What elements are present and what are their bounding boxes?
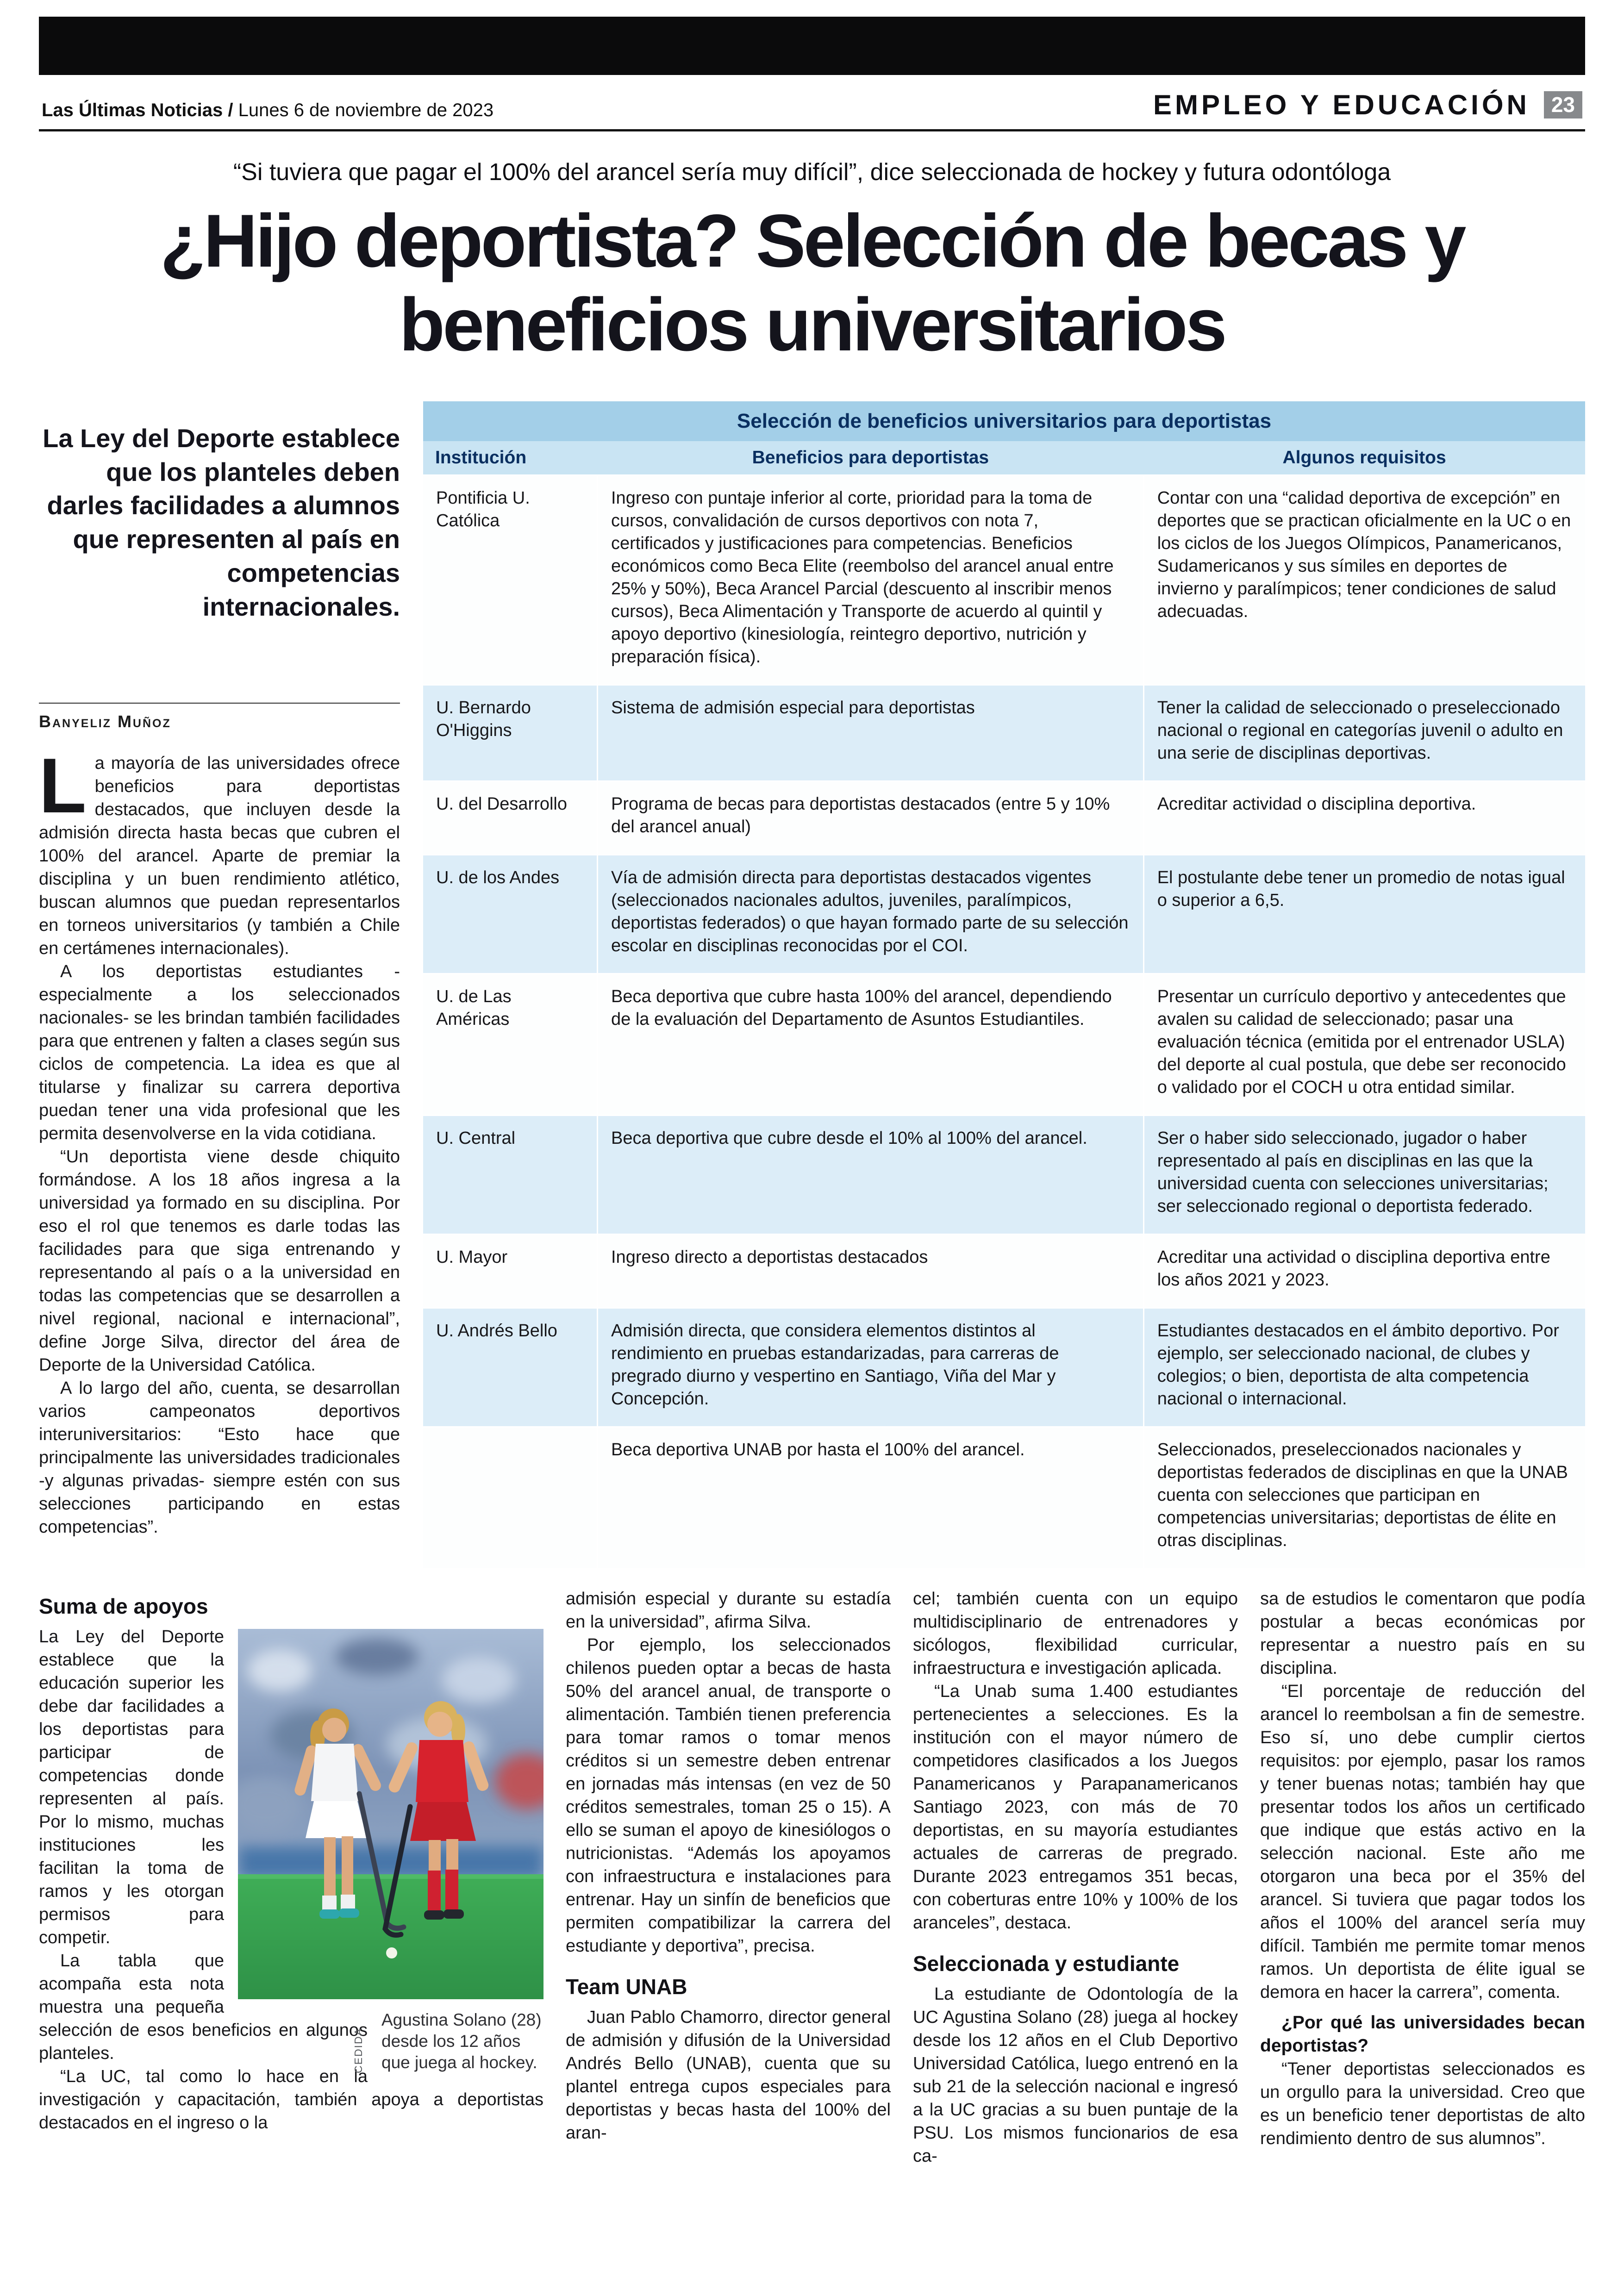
article-paragraph: La estudiante de Odontología de la UC Agustina Solano (28) juega al hockey desde los 12 años en el Club Deportivo Universidad Católica, luego entrenó en la sub 21 de la selección nacional e ingresó a la UC gracias a su buen puntaje de la PSU. Los mismos funcionarios de esa ca-	[913, 1984, 1238, 2166]
institution-cell: U. de Las Américas	[423, 973, 598, 1115]
headline-line-2: beneficios universitarios	[399, 283, 1225, 367]
article-paragraph: sa de estudios le comentaron que podía postular a becas económicas por representar a nuestro país en su disciplina.	[1260, 1589, 1585, 1678]
column-header-benefits: Beneficios para deportistas	[598, 441, 1144, 475]
institution-cell: U. Central	[423, 1115, 598, 1234]
requirements-cell: Acreditar una actividad o disciplina deportiva entre los años 2021 y 2023.	[1143, 1234, 1585, 1308]
institution-cell: U. Bernardo O'Higgins	[423, 685, 598, 781]
institution-cell: U. de los Andes	[423, 854, 598, 973]
benefits-table-block	[423, 401, 1585, 1568]
continuation-column-1	[566, 1587, 891, 2168]
article-paragraph: A lo largo del año, cuenta, se desarrollan varios campeonatos deportivos interuniversitarios: “Esto hace que principalmente las universidades tradicionales -y algunas privadas- siempre estén con sus selecciones participando en estas competencias”.	[39, 1378, 400, 1537]
lead-paragraph: La Ley del Deporte establece que los planteles deben darles facilidades a alumnos que representen al país en competencias internacionales.	[43, 423, 400, 621]
hockey-photo	[238, 1629, 543, 1999]
requirements-cell: Estudiantes destacados en el ámbito deportivo. Por ejemplo, ser seleccionado nacional, de clubes y colegios; o bien, deportista de alta competencia nacional o internacional.	[1143, 1308, 1585, 1427]
benefits-table	[423, 441, 1585, 1568]
edition-date: Lunes 6 de noviembre de 2023	[233, 100, 494, 120]
table-row	[423, 685, 1585, 781]
table-row	[423, 1234, 1585, 1308]
table-row	[423, 475, 1585, 685]
article-paragraph: A los deportistas estudiantes -especialmente a los seleccionados nacionales- se les brindan también facilidades para que entrenen y falten a clases según sus ciclos de competencia. La idea es que al titularse y finalizar su carrera deportiva puedan tener una vida profesional que les permita desenvolverse en la vida cotidiana.	[39, 961, 400, 1143]
benefits-cell: Beca deportiva UNAB por hasta el 100% del arancel.	[598, 1427, 1144, 1568]
headline-line-1: ¿Hijo deportista? Selección de becas y	[160, 199, 1464, 283]
paper-name: Las Últimas Noticias /	[42, 100, 233, 120]
institution-cell: U. Andrés Bello	[423, 1308, 598, 1427]
drop-cap: L	[39, 742, 87, 829]
requirements-cell: Seleccionados, preseleccionados nacionales y deportistas federados de disciplinas en que la UNAB cuenta con selecciones que participan en competencias universitarias; deportistas de élite en otras disciplinas.	[1143, 1427, 1585, 1568]
requirements-cell: Tener la calidad de seleccionado o preseleccionado nacional o regional en categorías juvenil o adulto en una serie de disciplinas deportivas.	[1143, 685, 1585, 781]
continuation-column-3	[1260, 1587, 1585, 2168]
table-row	[423, 781, 1585, 854]
suma-heading: Suma de apoyos	[39, 1594, 208, 1618]
team-unab-heading: Team UNAB	[566, 1974, 687, 1999]
benefits-cell: Ingreso directo a deportistas destacados	[598, 1234, 1144, 1308]
article-paragraph: cel; también cuenta con un equipo multidisciplinario de entrenadores y sicólogos, flexibilidad curricular, infraestructura e investigación aplicada.	[913, 1589, 1238, 1678]
article-paragraph: “La UC, tal como lo hace en la investigación y capacitación, también apoya a deportistas destacados en el ingreso o la	[39, 2066, 543, 2133]
article-paragraph: “Tener deportistas seleccionados es un orgullo para la universidad. Creo que es un beneficio tener deportistas de alto rendimiento dentro de sus alumnos”.	[1260, 2059, 1585, 2148]
photo-caption: Agustina Solano (28) desde los 12 años que juega al hockey.	[381, 2010, 542, 2072]
page-header	[39, 75, 1585, 129]
benefits-cell: Beca deportiva que cubre hasta 100% del arancel, dependiendo de la evaluación del Departamento de Asuntos Estudiantiles.	[598, 973, 1144, 1115]
requirements-cell: Presentar un currículo deportivo y antecedentes que avalen su calidad de seleccionado; pasar una evaluación técnica (emitida por el entrenador USLA) del deporte al cual postula, que debe ser reconocido o validado por el COCH u otra entidad similar.	[1143, 973, 1585, 1115]
article-body	[39, 742, 400, 1539]
top-black-bar	[39, 17, 1585, 75]
requirements-cell: Acreditar actividad o disciplina deportiva.	[1143, 781, 1585, 854]
main-content	[39, 401, 1585, 1568]
column-header-requirements: Algunos requisitos	[1143, 441, 1585, 475]
benefits-cell: Beca deportiva que cubre desde el 10% al 100% del arancel.	[598, 1115, 1144, 1234]
benefits-cell: Ingreso con puntaje inferior al corte, prioridad para la toma de cursos, convalidación de cursos deportivos con nota 7, certificados y justificaciones para competencias. Beneficios económicos como Beca Elite (reembolso del arancel anual entre 25% y 50%), Beca Arancel Parcial (descuento al inscribir menos cursos), Beca Alimentación y Transporte de acuerdo al quintil y apoyo deportivo (kinesiología, reintegro deportivo, nutrición y preparación física).	[598, 475, 1144, 685]
article-paragraph: La Ley del Deporte establece que la educación superior les debe dar facilidades a los deportistas para participar de competencias donde representen al país. Por lo mismo, muchas instituciones les facilitan la toma de ramos y les otorgan permisos para competir.	[39, 1627, 224, 1947]
institution-cell	[423, 1427, 598, 1568]
suma-column	[39, 1587, 543, 2168]
table-row	[423, 1427, 1585, 1568]
masthead	[42, 100, 493, 121]
header-rule	[39, 129, 1585, 131]
left-column	[39, 401, 400, 1539]
article-paragraph: Juan Pablo Chamorro, director general de admisión y difusión de la Universidad Andrés Bello (UNAB), cuenta que su plantel entrega cupos especiales para deportistas y becas hasta del 100% del aran-	[566, 2007, 891, 2143]
benefits-cell: Programa de becas para deportistas destacados (entre 5 y 10% del arancel anual)	[598, 781, 1144, 854]
main-headline	[39, 199, 1585, 367]
requirements-cell: El postulante debe tener un promedio de notas igual o superior a 6,5.	[1143, 854, 1585, 973]
byline: Banyeliz Muñoz	[39, 703, 400, 731]
requirements-cell: Ser o haber sido seleccionado, jugador o haber representado al país en disciplinas en las que la universidad cuenta con selecciones universitarias; ser seleccionado regional o deportista federado.	[1143, 1115, 1585, 1234]
article-paragraph: “La Unab suma 1.400 estudiantes pertenecientes a selecciones. Es la institución con el mayor número de competidores clasificados a los Juegos Panamericanos y Parapanamericanos Santiago 2023, con más de 70 deportistas, en su mayoría estudiantes actuales de carreras de pregrado. Durante 2023 entregamos 351 becas, con coberturas entre 10% y 100% de los aranceles”, destaca.	[913, 1681, 1238, 1933]
kicker: “Si tuviera que pagar el 100% del arancel sería muy difícil”, dice seleccionada de hockey y futura odontóloga	[233, 159, 1391, 186]
benefits-cell: Vía de admisión directa para deportistas destacados vigentes (seleccionados nacionales adultos, juveniles, paralímpicos, deportistas federados) o que hayan formado parte de su selección escolar en disciplinas reconocidas por el COI.	[598, 854, 1144, 973]
table-row	[423, 1308, 1585, 1427]
continuation-column-2	[913, 1587, 1238, 2168]
table-header-row	[423, 441, 1585, 475]
requirements-cell: Contar con una “calidad deportiva de excepción” en deportes que se practican oficialmente en la UC o en los ciclos de los Juegos Olímpicos, Panamericanos, Sudamericanos y sus símiles en deportes de invierno y paralímpicos; tener condiciones de salud adecuadas.	[1143, 475, 1585, 685]
photo-caption-block	[352, 2009, 543, 2073]
hockey-photo-illustration	[238, 1629, 543, 1999]
column-header-institution: Institución	[423, 441, 598, 475]
section-header	[1153, 89, 1582, 121]
table-row	[423, 854, 1585, 973]
hockey-ball	[386, 1947, 397, 1958]
table-row	[423, 973, 1585, 1115]
section-title: EMPLEO Y EDUCACIÓN	[1153, 89, 1530, 120]
article-paragraph: “Un deportista viene desde chiquito formándose. A los 18 años ingresa a la universidad ya formado en su disciplina. Por eso el rol que tenemos es darle todas las facilidades para que siga entrenando y representando al país o a la universidad en todas las competencias que se desarrollen a nivel regional, nacional e internacional”, define Jorge Silva, director del área de Deporte de la Universidad Católica.	[39, 1147, 400, 1375]
opening-text: a mayoría de las universidades ofrece beneficios para deportistas destacados, que incluyen desde la admisión directa hasta becas que cubren el 100% del arancel. Aparte de premiar la disciplina y un buen rendimiento atlético, buscan alumnos que puedan representarlos en torneos universitarios (y también a Chile en certámenes internacionales).	[39, 753, 400, 958]
seleccionada-heading: Seleccionada y estudiante	[913, 1951, 1180, 1976]
benefits-cell: Admisión directa, que considera elementos distintos al rendimiento en pruebas estandarizadas, para carreras de pregrado diurno y vespertino en Santiago, Viña del Mar y Concepción.	[598, 1308, 1144, 1427]
article-paragraph: admisión especial y durante su estadía en la universidad”, afirma Silva.	[566, 1589, 891, 1632]
institution-cell: Pontificia U. Católica	[423, 475, 598, 685]
article-paragraph: La tabla que acompaña esta nota muestra una pequeña selección de esos beneficios en algunos planteles.	[39, 1951, 368, 2063]
bottom-section	[39, 1587, 1585, 2168]
photo-credit: CEDIDA	[352, 2027, 364, 2073]
page-number-badge: 23	[1544, 91, 1582, 118]
question-heading: ¿Por qué las universidades becan deportistas?	[1260, 2012, 1585, 2056]
institution-cell: U. del Desarrollo	[423, 781, 598, 854]
institution-cell: U. Mayor	[423, 1234, 598, 1308]
article-paragraph: Por ejemplo, los seleccionados chilenos pueden optar a becas de hasta 50% del arancel anual, de transporte o alimentación. También tienen preferencia para tomar ramos o tomar menos créditos si un semestre deben entrenar en jornadas más intensas (en vez de 50 créditos semestrales, toman 25 o 15). A ello se suman el apoyo de kinesiólogos o nutricionistas. “Además los apoyamos con infraestructura e instalaciones para entrenar. Hay un sinfín de beneficios que permiten compatibilizar la carrera del estudiante y deportiva”, precisa.	[566, 1635, 891, 1956]
benefits-cell: Sistema de admisión especial para deportistas	[598, 685, 1144, 781]
article-paragraph: “El porcentaje de reducción del arancel lo reembolsan a fin de semestre. Eso sí, uno debe cumplir ciertos requisitos: por ejemplo, pasar los ramos y tener buenas notas; también hay que presentar todos los años un certificado que indique que estás activo en la selección nacional. Este año me otorgaron una beca por el 35% del arancel. Si tuviera que pagar todos los años el 100% del arancel sería muy difícil. También me permite tomar menos ramos. Un deportista de élite igual se demora en hacer la carrera”, comenta.	[1260, 1681, 1585, 2002]
article-paragraph	[39, 742, 400, 960]
table-row	[423, 1115, 1585, 1234]
table-title: Selección de beneficios universitarios para deportistas	[423, 401, 1585, 441]
